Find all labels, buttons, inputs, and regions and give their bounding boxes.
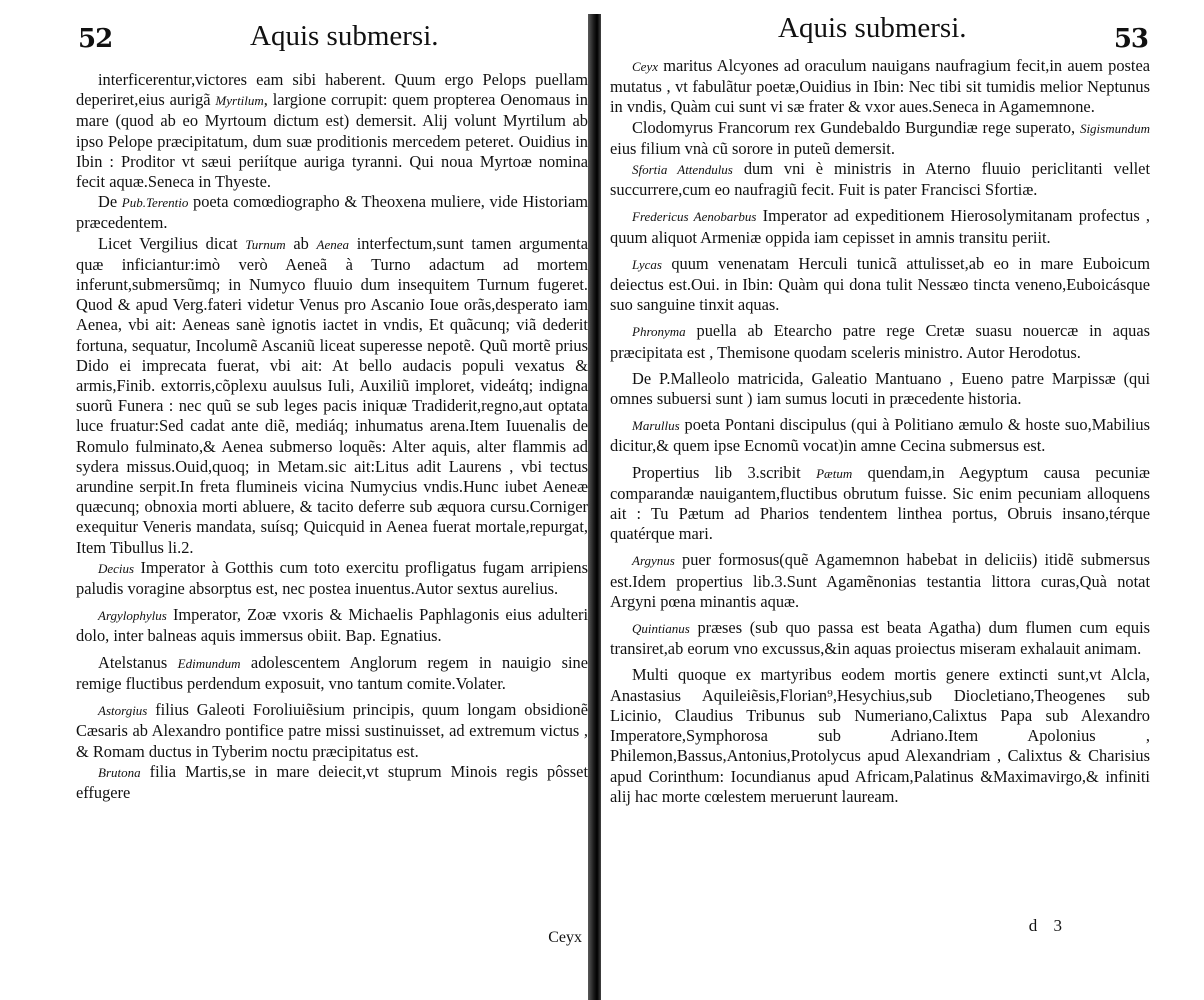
proper-name: Aenea [316, 236, 350, 252]
proper-name: Argynus [632, 553, 675, 569]
page-number-right: 53 [1113, 24, 1148, 54]
proper-name: Edimundum [177, 655, 241, 671]
paragraph [610, 321, 1150, 362]
paragraph-text: Clodomyrus Francorum rex Gundebaldo Burgundiæ rege superato, [632, 117, 1080, 137]
running-head-right [610, 0, 1150, 58]
paragraph [610, 159, 1150, 200]
proper-name: Sigismundum [1079, 120, 1150, 136]
paragraph-text: quendam,in Aegyptum causa pecuniæ comparandæ nauigantem,fluctibus obrutum fuisse. Sic enim pecuniam alloquens ait : Tu Pætum ad Pharios tendentem linthea portus, Obruis insano,térque quatérque mari. [610, 462, 1150, 544]
signature-mark: d 3 [1028, 916, 1068, 935]
proper-name: Pub.Terentio [121, 195, 189, 211]
paragraph [76, 700, 588, 762]
paragraph-text: maritus Alcyones ad oraculum nauigans naufragium fecit,in auem postea mutatus , vt fabulãtur poetæ,Ouidius in Ibin: Nec tibi sit tumidis melior Neptunus in vndis, Quàm cui sunt vi sæ frater & vxor aues.Seneca in Agamemnone. [610, 56, 1150, 117]
paragraph [610, 56, 1150, 118]
paragraph-text: dum vni è ministris in Aterno fluuio periclitanti vellet succurrere,cum eo naufragiũ fecit. Fuit is pater Francisci Sfortiæ. [610, 159, 1150, 200]
paragraph [610, 118, 1150, 159]
proper-name: Astorgius [98, 703, 148, 719]
paragraph [76, 558, 588, 599]
paragraph-text: Multi quoque ex martyribus eodem mortis genere extincti sunt,vt Alcla, Anastasius Aquileiẽsis,Florian⁹,Hesychius,sub Diocletiano,Theogenes sub Licinio, Claudius Tribunus sub Numeriano,Calixtus Papa sub Alexandro Imperatore,Symphorosa sub Adriano.Item Apolonius , Philemon,Bassus,Antonius,Protolycus apud Alexandriam , Calixtus & Charisius apud Corinthum: Iocundianus apud Africam,Palatinus &Maximavirgo,& infiniti alij hac morte cœlestem meruerunt lauream. [610, 665, 1150, 806]
paragraph-text: puer formosus(quẽ Agamemnon habebat in deliciis) itidẽ submersus est.Idem propertius lib.3.Sunt Agamẽnonias testantia littora curas,Quà notat Argyni pœna minantis aquæ. [610, 550, 1150, 611]
paragraph-text: interficerentur,victores eam sibi haberent. Quum ergo Pelops puellam deperiret,eius aurigã [76, 70, 588, 110]
paragraph-text: poeta Pontani discipulus (qui à Politiano æmulo & hoste suo,Mabilius dicitur,& quem ipse Ecnomũ vocat)in amne Cecina submersus est. [610, 415, 1150, 456]
paragraph-text: Atelstanus [98, 652, 178, 672]
paragraph-text: Propertius lib 3.scribit [632, 462, 817, 482]
page-number-left: 52 [78, 24, 113, 54]
paragraph [76, 192, 588, 233]
proper-name: Phronyma [632, 324, 686, 340]
left-page [76, 0, 588, 1000]
proper-name: Quintianus [632, 621, 690, 637]
paragraph-text: ab [285, 233, 317, 253]
running-title-left: Aquis submersi. [250, 20, 439, 52]
paragraph-text: filia Martis,se in mare deiecit,vt stuprum Minois regis pôsset effugere [76, 761, 588, 802]
book-gutter [588, 14, 601, 1000]
paragraph-text: Imperator à Gotthis cum toto exercitu profligatus fugam arripiens paludis voragine absorptus est, nec postea inuentus.Autor sextus aurelius. [76, 557, 588, 599]
proper-name: Marullus [632, 418, 680, 434]
running-title-right: Aquis submersi. [778, 12, 967, 44]
paragraph [610, 618, 1150, 659]
paragraph [76, 653, 588, 694]
paragraph-text: eius filium vnà cũ sorore in puteũ demersit. [610, 138, 895, 158]
catchword: Ceyx [548, 929, 582, 946]
paragraph [76, 762, 588, 803]
paragraph-text: præses (sub quo passa est beata Agatha) dum flumen cum equis transiret,ab eorum vno excussus,&in aquas proiectus miseram exhalauit animam. [610, 618, 1150, 659]
proper-name: Decius [98, 560, 135, 576]
paragraph [610, 463, 1150, 545]
paragraph [610, 665, 1150, 806]
paragraph [76, 234, 588, 558]
paragraph [610, 206, 1150, 247]
paragraph-text: quum venenatam Herculi tunicã attulisset,ab eo in mare Euboicum deiectus est.Oui. in Ibin: Quàm qui dona tulit Nessæo tincta veneno,Euboicásque suo sanguine tinxit aquas. [610, 253, 1150, 315]
proper-name: Fredericus Aenobarbus [632, 209, 757, 225]
paragraph [76, 70, 588, 192]
proper-name: Argylophylus [98, 608, 167, 624]
paragraph-text: filius Galeoti Foroliuiẽsium principis, quum longam obsidionẽ Cæsaris ab Alexandro pontifice patre missi sustinuisset, ad extremum victus , & Romam ductus in Tyberim noctu præcipitatus est. [76, 700, 588, 761]
proper-name: Sfortia Attendulus [632, 162, 733, 178]
paragraph [76, 605, 588, 646]
right-page [610, 0, 1150, 1000]
paragraph-text: adolescentem Anglorum regem in nauigio sine remige fluctibus perdendum exposuit, vno tantum comite.Volater. [76, 652, 588, 693]
paragraph [610, 369, 1150, 409]
paragraph-text: interfectum,sunt tamen argumenta quæ inficiantur:imò verò Aeneã à Turno adactum ad mortem inferunt,submersũmq; in Numyco fluuio dum insequitem Turnum fugeret. Quod & apud Verg.fateri videtur Venus pro Ascanio Ioue orãs,desperato iam Aenea, vbi ait: Aeneas sanè ignotis iactet in vndis, Et quãcunq; viã dederit fortuna, sequatur, Incolumẽ Ascaniũ liceat superesse nepotẽ. Quũ mortẽ prius Dido ei imprecata fuerat, vbi ait: At bello audacis populi vexatus & armis,Finib. extorris,cõplexu auulsus Iuli, Auxiliũ imploret, videátq; indigna suorũ Funera : nec quũ se sub leges pacis iniquæ Tradiderit,regno,aut optata luce fruatur:Sed cadat ante diẽ, mediáq; inhumatus arena.Item Iuuenalis de Romulo fulminato,& Aenea submerso loquẽs: Alter aquis, alter flammis ad sydera missus.Ouid,quoq; in Metam.sic ait:Litus adit Laurens , vbi tectus arundine serpit.In freta flumineis vicina Numycius vndis.Hunc iubet Aeneæ quæcunq; obnoxia morti abluere, & tacito deferre sub æquora cursu.Corniger exequitur Veneris mandata, suísq; Quicquid in Aenea fuerat mortale,repurgat, Item Tibullus li.2. [76, 233, 588, 557]
paragraph-text: poeta comœdiographo & Theoxena muliere, vide Historiam præcedentem. [76, 192, 588, 233]
paragraph [610, 254, 1150, 316]
text-block-left [76, 70, 588, 803]
paragraph-text: puella ab Etearcho patre rege Cretæ suasu nouercæ in aquas præcipitata est , Themisone quodam sceleris ministro. Autor Herodotus. [610, 321, 1150, 362]
running-head-left [76, 0, 588, 58]
proper-name: Ceyx [632, 59, 658, 74]
paragraph-text: De [98, 192, 122, 212]
text-block-right [610, 56, 1150, 807]
proper-name: Myrtilum [215, 93, 264, 109]
paragraph-text: De P.Malleolo matricida, Galeatio Mantuano , Eueno patre Marpissæ (qui omnes subuersi sunt ) iam sumus locuti in præcedente historia. [610, 368, 1150, 409]
proper-name: Pætum [816, 465, 853, 481]
proper-name: Lycas [632, 256, 662, 272]
paragraph-text: , largione corrupit: quem propterea Oenomaus in mare (quod ab eo Myrtoum dictum est) demersit. Alij volunt Myrtilum ab ipso Pelope præcipitatum, dum suæ proditionis mercedem peteret. Ouidius in Ibin : Proditor vt sæui periítque auriga tyranni. Qui noua Myrtoæ nomina fecit aquæ.Seneca in Thyeste. [76, 90, 588, 192]
proper-name: Brutona [98, 764, 141, 780]
paragraph [610, 550, 1150, 612]
paragraph-text: Imperator ad expeditionem Hierosolymitanam profectus , quum aliquot Armeniæ oppida iam cepisset in amnis transitu periit. [610, 206, 1150, 247]
paragraph [610, 415, 1150, 456]
proper-name: Turnum [245, 236, 286, 252]
paragraph-text: Imperator, Zoæ vxoris & Michaelis Paphlagonis eius adulteri dolo, inter balneas aquis immersus obiit. Bap. Egnatius. [76, 605, 588, 646]
paragraph-text: Licet Vergilius dicat [98, 233, 246, 253]
